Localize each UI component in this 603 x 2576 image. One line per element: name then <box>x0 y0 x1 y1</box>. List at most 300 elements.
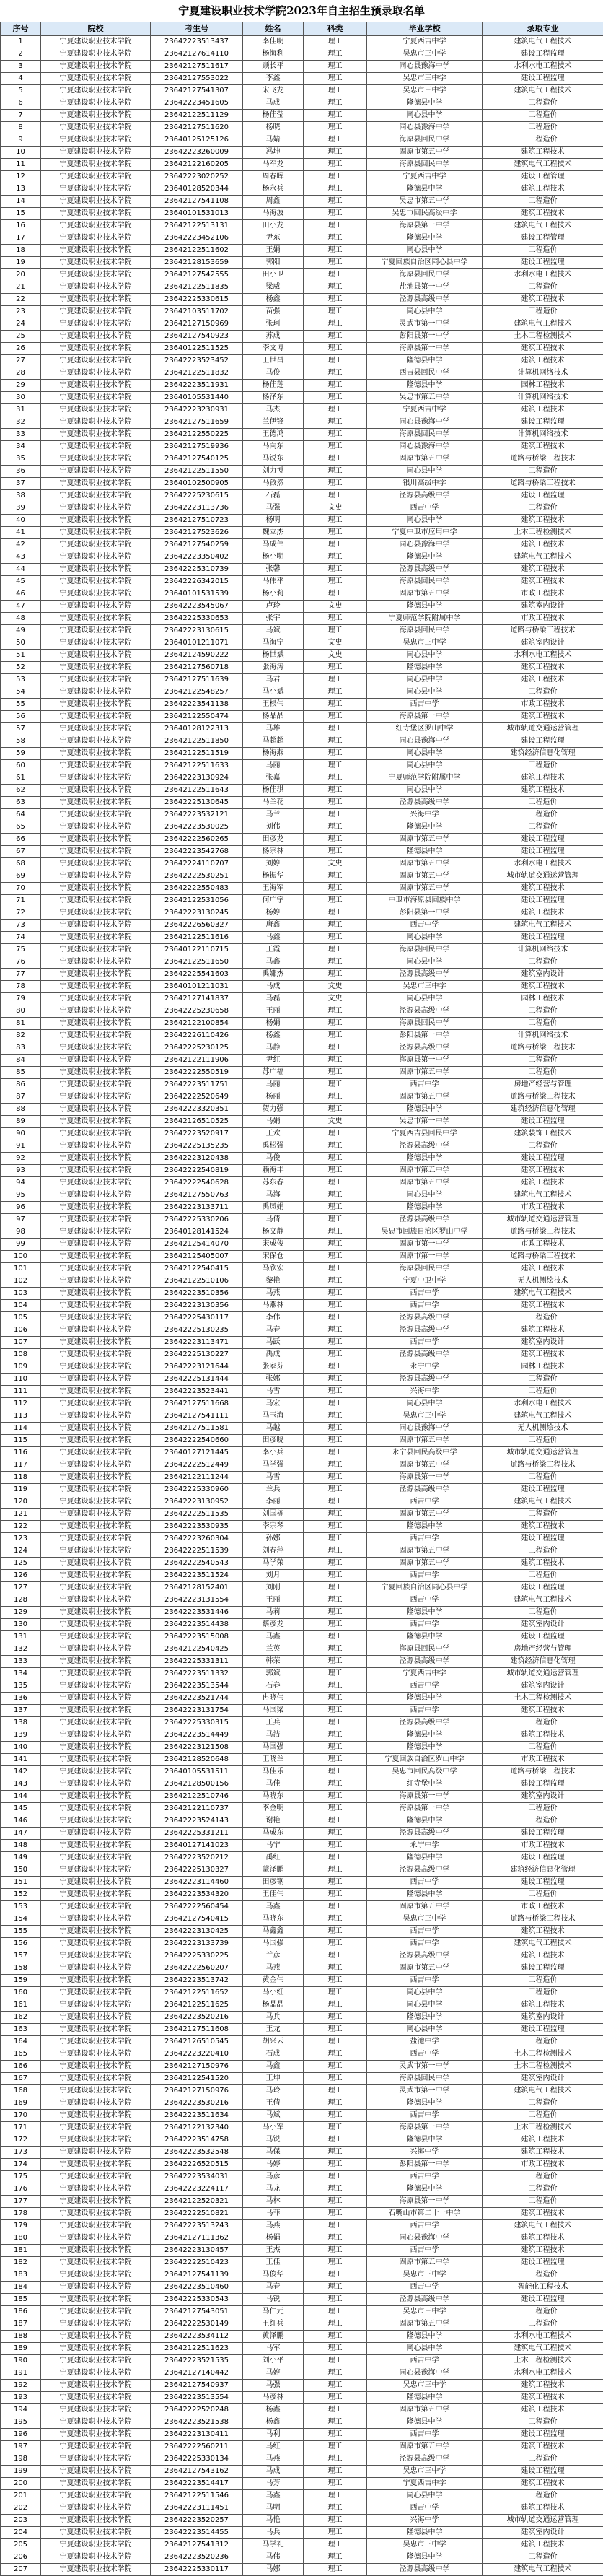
cell-school: 宁夏建设职业技术学院 <box>41 1472 151 1484</box>
cell-name: 禹松强 <box>243 1140 304 1153</box>
cell-exam-id: 23642125414070 <box>151 1239 243 1251</box>
cell-exam-id: 23642223130425 <box>151 1926 243 1938</box>
cell-school: 宁夏建设职业技术学院 <box>41 1079 151 1091</box>
cell-major: 建设工程监理 <box>483 1582 603 1594</box>
cell-name: 郭阳 <box>243 257 304 269</box>
cell-category: 理工 <box>304 416 367 429</box>
cell-category: 理工 <box>304 760 367 772</box>
cell-name: 马鑫 <box>243 1631 304 1643</box>
table-row <box>1 1975 603 1987</box>
cell-exam-id: 23642223515008 <box>151 1631 243 1643</box>
cell-category: 理工 <box>304 1852 367 1864</box>
cell-serial: 194 <box>1 2404 41 2416</box>
table-row <box>1 2024 603 2036</box>
cell-name: 苏东春 <box>243 1177 304 1189</box>
cell-school: 宁夏建设职业技术学院 <box>41 2294 151 2306</box>
table-row <box>1 1791 603 1803</box>
cell-exam-id: 23642223350402 <box>151 551 243 564</box>
cell-name: 马超超 <box>243 735 304 748</box>
cell-school: 宁夏建设职业技术学院 <box>41 1202 151 1214</box>
cell-serial: 142 <box>1 1766 41 1778</box>
cell-category: 理工 <box>304 625 367 637</box>
table-row <box>1 748 603 760</box>
table-row <box>1 61 603 73</box>
cell-serial: 204 <box>1 2527 41 2539</box>
cell-major: 建筑电气工程技术 <box>483 1496 603 1509</box>
cell-major: 建筑电气工程技术 <box>483 1410 603 1423</box>
cell-category: 文史 <box>304 993 367 1005</box>
cell-exam-id: 23642225330117 <box>151 2564 243 2576</box>
cell-exam-id: 23642122550474 <box>151 711 243 723</box>
cell-graduate-school: 泾源县高级中学 <box>367 1828 483 1840</box>
cell-exam-id: 23642103511702 <box>151 306 243 318</box>
cell-category: 理工 <box>304 1128 367 1140</box>
table-row <box>1 416 603 429</box>
cell-name: 杨宗林 <box>243 846 304 858</box>
cell-school: 宁夏建设职业技术学院 <box>41 2097 151 2110</box>
cell-school: 宁夏建设职业技术学院 <box>41 232 151 245</box>
cell-exam-id: 23642223260009 <box>151 147 243 159</box>
cell-major: 建筑室内设计 <box>483 601 603 613</box>
cell-graduate-school: 固原市第五中学 <box>367 1545 483 1558</box>
cell-graduate-school: 隆德县中学 <box>367 2097 483 2110</box>
cell-name: 田彦晓 <box>243 1435 304 1447</box>
cell-major: 建筑装饰工程技术 <box>483 1128 603 1140</box>
cell-graduate-school: 同心县中学 <box>367 515 483 527</box>
cell-school: 宁夏建设职业技术学院 <box>41 601 151 613</box>
cell-school: 宁夏建设职业技术学院 <box>41 1214 151 1226</box>
cell-major: 建筑室内设计 <box>483 1791 603 1803</box>
cell-serial: 98 <box>1 1226 41 1239</box>
cell-school: 宁夏建设职业技术学院 <box>41 674 151 686</box>
cell-school: 宁夏建设职业技术学院 <box>41 331 151 343</box>
cell-school: 宁夏建设职业技术学院 <box>41 220 151 232</box>
cell-serial: 117 <box>1 1459 41 1472</box>
cell-serial: 6 <box>1 97 41 110</box>
cell-category: 理工 <box>304 1091 367 1104</box>
cell-exam-id: 23642223510460 <box>151 2282 243 2294</box>
cell-major: 工程造价 <box>483 196 603 208</box>
cell-name: 马磊 <box>243 993 304 1005</box>
table-row <box>1 269 603 281</box>
table-row <box>1 294 603 306</box>
cell-school: 宁夏建设职业技术学院 <box>41 1680 151 1693</box>
cell-category: 理工 <box>304 1717 367 1729</box>
cell-graduate-school: 同心县中学 <box>367 1999 483 2012</box>
cell-major: 建筑室内设计 <box>483 2527 603 2539</box>
cell-name: 谢艳 <box>243 1815 304 1828</box>
cell-serial: 4 <box>1 73 41 85</box>
cell-graduate-school: 隆德县中学 <box>367 2551 483 2564</box>
cell-name: 王海军 <box>243 883 304 895</box>
cell-graduate-school: 海原县第一中学 <box>367 1791 483 1803</box>
cell-name: 石春 <box>243 1680 304 1693</box>
cell-graduate-school: 宁夏回族自治区罗山中学 <box>367 1754 483 1766</box>
cell-graduate-school: 宁夏西吉中学 <box>367 404 483 416</box>
cell-school: 宁夏建设职业技术学院 <box>41 147 151 159</box>
cell-graduate-school: 同心县中学 <box>367 650 483 662</box>
cell-name: 王杰 <box>243 2245 304 2257</box>
cell-exam-id: 23642222520248 <box>151 2404 243 2416</box>
cell-exam-id: 23642225541603 <box>151 969 243 981</box>
cell-major: 建筑室内设计 <box>483 1680 603 1693</box>
cell-name: 刘月 <box>243 1570 304 1582</box>
cell-major: 工程造价 <box>483 466 603 478</box>
cell-school: 宁夏建设职业技术学院 <box>41 1717 151 1729</box>
cell-name: 马娜 <box>243 2564 304 2576</box>
cell-name: 马锐东 <box>243 453 304 466</box>
cell-name: 马雪 <box>243 1386 304 1398</box>
cell-serial: 167 <box>1 2073 41 2085</box>
cell-category: 理工 <box>304 2502 367 2515</box>
table-row <box>1 134 603 147</box>
cell-name: 李小兵 <box>243 1447 304 1459</box>
table-row <box>1 1472 603 1484</box>
table-row <box>1 1864 603 1877</box>
table-row <box>1 1275 603 1288</box>
cell-category: 理工 <box>304 1815 367 1828</box>
cell-category: 理工 <box>304 1202 367 1214</box>
cell-graduate-school: 隆德县中学 <box>367 355 483 367</box>
cell-school: 宁夏建设职业技术学院 <box>41 1864 151 1877</box>
cell-school: 宁夏建设职业技术学院 <box>41 2466 151 2478</box>
cell-school: 宁夏建设职业技术学院 <box>41 453 151 466</box>
cell-category: 理工 <box>304 2551 367 2564</box>
cell-exam-id: 23642225331311 <box>151 1656 243 1668</box>
cell-exam-id: 23642225331211 <box>151 1828 243 1840</box>
table-row <box>1 453 603 466</box>
cell-graduate-school: 泾源县高级中学 <box>367 969 483 981</box>
cell-school: 宁夏建设职业技术学院 <box>41 760 151 772</box>
table-row <box>1 1128 603 1140</box>
cell-school: 宁夏建设职业技术学院 <box>41 834 151 846</box>
cell-school: 宁夏建设职业技术学院 <box>41 1300 151 1312</box>
cell-school: 宁夏建设职业技术学院 <box>41 821 151 834</box>
table-row <box>1 2515 603 2527</box>
cell-major: 市政工程技术 <box>483 613 603 625</box>
cell-exam-id: 23642223520257 <box>151 2515 243 2527</box>
table-row <box>1 809 603 821</box>
cell-major: 建设工程监理 <box>483 846 603 858</box>
cell-exam-id: 23642223513544 <box>151 1680 243 1693</box>
cell-school: 宁夏建设职业技术学院 <box>41 2306 151 2318</box>
table-row <box>1 1153 603 1165</box>
cell-graduate-school: 海原县回民中学 <box>367 269 483 281</box>
cell-exam-id: 23642127540937 <box>151 2380 243 2392</box>
cell-graduate-school: 吴忠市三中学 <box>367 2306 483 2318</box>
cell-category: 理工 <box>304 870 367 883</box>
cell-school: 宁夏建设职业技术学院 <box>41 2183 151 2196</box>
cell-graduate-school: 泾源县高级中学 <box>367 1140 483 1153</box>
cell-category: 理工 <box>304 2097 367 2110</box>
cell-major: 工程造价 <box>483 2306 603 2318</box>
cell-exam-id: 23642223320351 <box>151 1104 243 1116</box>
cell-graduate-school: 泾源县高级中学 <box>367 1950 483 1962</box>
cell-category: 理工 <box>304 2232 367 2245</box>
cell-graduate-school: 海原县第一中学 <box>367 711 483 723</box>
cell-school: 宁夏建设职业技术学院 <box>41 785 151 797</box>
table-row <box>1 1202 603 1214</box>
cell-exam-id: 23642122540425 <box>151 1643 243 1656</box>
cell-school: 宁夏建设职业技术学院 <box>41 85 151 97</box>
cell-category: 理工 <box>304 956 367 969</box>
table-row <box>1 772 603 785</box>
cell-school: 宁夏建设职业技术学院 <box>41 1643 151 1656</box>
table-row <box>1 220 603 232</box>
cell-major: 建筑工程技术 <box>483 1324 603 1337</box>
cell-name: 杨明 <box>243 515 304 527</box>
cell-school: 宁夏建设职业技术学院 <box>41 883 151 895</box>
cell-exam-id: 23640101211071 <box>151 637 243 650</box>
cell-school: 宁夏建设职业技术学院 <box>41 1754 151 1766</box>
cell-school: 宁夏建设职业技术学院 <box>41 1607 151 1619</box>
cell-category: 理工 <box>304 2220 367 2232</box>
cell-major: 计算机网络技术 <box>483 1030 603 1042</box>
cell-serial: 125 <box>1 1558 41 1570</box>
cell-name: 田小卫 <box>243 269 304 281</box>
cell-name: 王丽 <box>243 1005 304 1018</box>
cell-school: 宁夏建设职业技术学院 <box>41 404 151 416</box>
table-row <box>1 981 603 993</box>
cell-serial: 76 <box>1 956 41 969</box>
cell-school: 宁夏建设职业技术学院 <box>41 441 151 453</box>
table-row <box>1 2036 603 2048</box>
cell-category: 理工 <box>304 453 367 466</box>
cell-graduate-school: 隆德县中学 <box>367 2527 483 2539</box>
cell-school: 宁夏建设职业技术学院 <box>41 1828 151 1840</box>
cell-major: 建设工程监理 <box>483 1828 603 1840</box>
cell-serial: 106 <box>1 1324 41 1337</box>
cell-serial: 155 <box>1 1926 41 1938</box>
cell-serial: 62 <box>1 785 41 797</box>
cell-school: 宁夏建设职业技术学院 <box>41 1766 151 1778</box>
cell-school: 宁夏建设职业技术学院 <box>41 2147 151 2159</box>
table-row <box>1 1509 603 1521</box>
cell-graduate-school: 宁夏西吉中学 <box>367 2478 483 2490</box>
cell-school: 宁夏建设职业技术学院 <box>41 2085 151 2097</box>
cell-exam-id: 23642122541520 <box>151 2073 243 2085</box>
cell-name: 马越 <box>243 1423 304 1435</box>
cell-school: 宁夏建设职业技术学院 <box>41 551 151 564</box>
cell-serial: 58 <box>1 735 41 748</box>
table-row <box>1 2147 603 2159</box>
cell-serial: 44 <box>1 564 41 576</box>
table-row <box>1 1889 603 1901</box>
cell-major: 水利水电工程技术 <box>483 650 603 662</box>
cell-serial: 165 <box>1 2048 41 2061</box>
cell-school: 宁夏建设职业技术学院 <box>41 122 151 134</box>
cell-major: 建筑室内设计 <box>483 637 603 650</box>
cell-serial: 41 <box>1 527 41 539</box>
cell-exam-id: 23642127541312 <box>151 2539 243 2551</box>
cell-exam-id: 23642128152401 <box>151 1582 243 1594</box>
cell-serial: 105 <box>1 1312 41 1324</box>
cell-major: 工程造价 <box>483 2453 603 2466</box>
cell-exam-id: 23642226560327 <box>151 920 243 932</box>
cell-exam-id: 23642127511581 <box>151 1423 243 1435</box>
cell-graduate-school: 吴忠市三中学 <box>367 1410 483 1423</box>
cell-graduate-school: 同心县中学 <box>367 674 483 686</box>
cell-name: 马佳 <box>243 1778 304 1791</box>
table-row <box>1 2048 603 2061</box>
cell-school: 宁夏建设职业技术学院 <box>41 2416 151 2429</box>
cell-name: 蒙泽鹏 <box>243 1864 304 1877</box>
cell-category: 理工 <box>304 1643 367 1656</box>
table-row <box>1 1189 603 1202</box>
cell-major: 建筑工程技术 <box>483 404 603 416</box>
cell-major: 建设工程监理 <box>483 416 603 429</box>
cell-school: 宁夏建设职业技术学院 <box>41 61 151 73</box>
cell-category: 理工 <box>304 220 367 232</box>
cell-name: 贺力强 <box>243 1104 304 1116</box>
cell-name: 马成 <box>243 97 304 110</box>
cell-school: 宁夏建设职业技术学院 <box>41 1656 151 1668</box>
cell-major: 工程造价 <box>483 797 603 809</box>
cell-exam-id: 23642223510356 <box>151 1288 243 1300</box>
cell-serial: 81 <box>1 1018 41 1030</box>
cell-serial: 166 <box>1 2061 41 2073</box>
cell-school: 宁夏建设职业技术学院 <box>41 895 151 907</box>
cell-category: 理工 <box>304 2208 367 2220</box>
cell-category: 理工 <box>304 2196 367 2208</box>
cell-serial: 78 <box>1 981 41 993</box>
cell-major: 建筑电气工程技术 <box>483 2343 603 2355</box>
cell-graduate-school: 海原县回民中学 <box>367 1263 483 1275</box>
cell-school: 宁夏建设职业技术学院 <box>41 2380 151 2392</box>
cell-name: 周鑫 <box>243 196 304 208</box>
cell-serial: 3 <box>1 61 41 73</box>
table-row <box>1 257 603 269</box>
cell-graduate-school: 隆德县中学 <box>367 662 483 674</box>
table-row <box>1 1545 603 1558</box>
cell-graduate-school: 西吉中学 <box>367 1619 483 1631</box>
cell-major: 道路与桥梁工程技术 <box>483 453 603 466</box>
cell-exam-id: 23642126510545 <box>151 2036 243 2048</box>
cell-serial: 93 <box>1 1165 41 1177</box>
cell-school: 宁夏建设职业技术学院 <box>41 613 151 625</box>
cell-exam-id: 23642223514758 <box>151 2134 243 2147</box>
cell-major: 工程造价 <box>483 1386 603 1398</box>
cell-exam-id: 23642222550519 <box>151 1067 243 1079</box>
cell-school: 宁夏建设职业技术学院 <box>41 466 151 478</box>
table-row <box>1 2183 603 2196</box>
cell-name: 马成东 <box>243 1828 304 1840</box>
cell-serial: 120 <box>1 1496 41 1509</box>
cell-major: 工程造价 <box>483 1987 603 1999</box>
cell-school: 宁夏建设职业技术学院 <box>41 1312 151 1324</box>
cell-major: 建设工程监理 <box>483 48 603 61</box>
cell-exam-id: 23642225230125 <box>151 1042 243 1055</box>
cell-exam-id: 23642225330615 <box>151 294 243 306</box>
cell-name: 冯坤 <box>243 147 304 159</box>
cell-major: 计算机网络技术 <box>483 429 603 441</box>
cell-category: 理工 <box>304 2306 367 2318</box>
cell-name: 马佳乐 <box>243 1766 304 1778</box>
cell-category: 理工 <box>304 821 367 834</box>
cell-name: 杨晓 <box>243 122 304 134</box>
cell-major: 计算机网络技术 <box>483 367 603 380</box>
cell-category: 文史 <box>304 637 367 650</box>
table-row <box>1 1607 603 1619</box>
cell-name: 禹娜杰 <box>243 969 304 981</box>
cell-exam-id: 23642127150969 <box>151 318 243 331</box>
cell-name: 马鑫 <box>243 932 304 944</box>
table-row <box>1 2171 603 2183</box>
cell-name: 杨佳莲 <box>243 380 304 392</box>
cell-graduate-school: 西吉中学 <box>367 920 483 932</box>
table-row <box>1 2466 603 2478</box>
cell-major: 建筑工程技术 <box>483 1926 603 1938</box>
cell-exam-id: 23640127121445 <box>151 1447 243 1459</box>
cell-graduate-school: 西吉中学 <box>367 2282 483 2294</box>
cell-major: 建筑工程技术 <box>483 785 603 797</box>
cell-exam-id: 23642223513554 <box>151 2392 243 2404</box>
cell-serial: 45 <box>1 576 41 588</box>
cell-exam-id: 23642223511931 <box>151 380 243 392</box>
table-row <box>1 1815 603 1828</box>
cell-school: 宁夏建设职业技术学院 <box>41 2073 151 2085</box>
cell-major: 道路与桥梁工程技术 <box>483 1251 603 1263</box>
cell-serial: 201 <box>1 2490 41 2502</box>
cell-name: 马欣宏 <box>243 1263 304 1275</box>
cell-name: 马宁 <box>243 1840 304 1852</box>
cell-graduate-school: 海原县回民中学 <box>367 1643 483 1656</box>
cell-major: 水利水电工程技术 <box>483 1398 603 1410</box>
cell-serial: 86 <box>1 1079 41 1091</box>
table-row <box>1 1030 603 1042</box>
cell-serial: 148 <box>1 1840 41 1852</box>
cell-serial: 15 <box>1 208 41 220</box>
table-row <box>1 97 603 110</box>
cell-school: 宁夏建设职业技术学院 <box>41 2318 151 2331</box>
cell-major: 建筑工程技术 <box>483 662 603 674</box>
cell-school: 宁夏建设职业技术学院 <box>41 2171 151 2183</box>
cell-name: 杨丽 <box>243 1091 304 1104</box>
cell-graduate-school: 泾源县高级中学 <box>367 1484 483 1496</box>
cell-serial: 160 <box>1 1987 41 1999</box>
cell-major: 建设工程监理 <box>483 73 603 85</box>
cell-name: 马伟平 <box>243 576 304 588</box>
cell-school: 宁夏建设职业技术学院 <box>41 1815 151 1828</box>
cell-exam-id: 23642122511650 <box>151 956 243 969</box>
cell-school: 宁夏建设职业技术学院 <box>41 2564 151 2576</box>
cell-name: 马宏 <box>243 1398 304 1410</box>
cell-category: 理工 <box>304 2183 367 2196</box>
cell-exam-id: 23642122511835 <box>151 281 243 294</box>
header-exam-id: 考生号 <box>151 22 243 36</box>
cell-category: 理工 <box>304 1005 367 1018</box>
cell-name: 宋成俊 <box>243 1239 304 1251</box>
cell-name: 刘力博 <box>243 466 304 478</box>
cell-name: 黎艳 <box>243 1275 304 1288</box>
cell-graduate-school: 固原市第五中学 <box>367 883 483 895</box>
cell-name: 魏立杰 <box>243 527 304 539</box>
cell-serial: 53 <box>1 674 41 686</box>
cell-major: 建筑工程技术 <box>483 674 603 686</box>
cell-serial: 48 <box>1 613 41 625</box>
cell-category: 理工 <box>304 2441 367 2453</box>
cell-graduate-school: 隆德县中学 <box>367 1521 483 1533</box>
cell-school: 宁夏建设职业技术学院 <box>41 1275 151 1288</box>
cell-name: 马丽 <box>243 1079 304 1091</box>
cell-name: 石成 <box>243 2048 304 2061</box>
cell-name: 张娜 <box>243 1374 304 1386</box>
cell-graduate-school: 盐池中学 <box>367 2036 483 2048</box>
cell-graduate-school: 泾源县高级中学 <box>367 1717 483 1729</box>
table-row <box>1 2343 603 2355</box>
cell-name: 苏成 <box>243 331 304 343</box>
cell-serial: 138 <box>1 1717 41 1729</box>
